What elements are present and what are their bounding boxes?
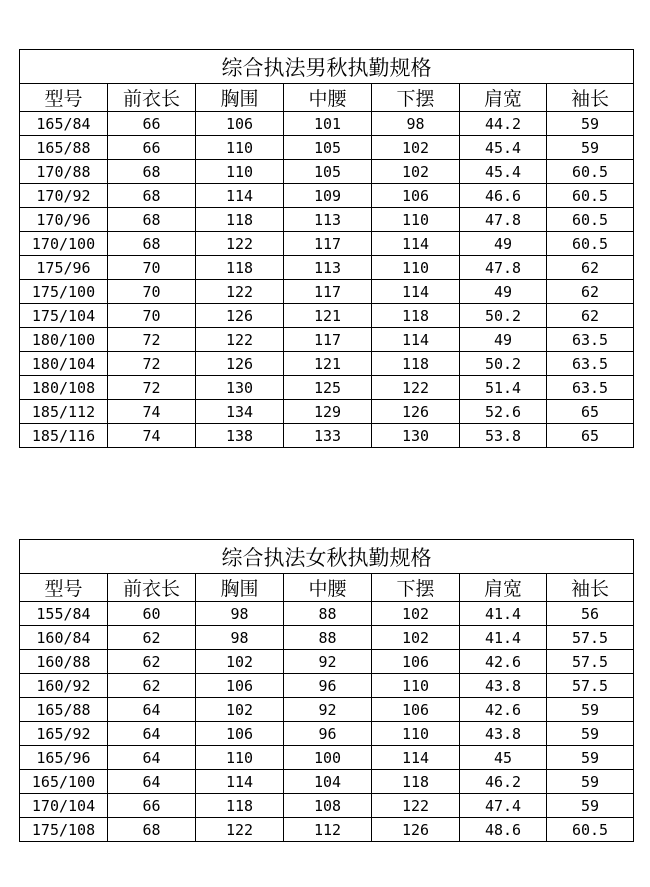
table-cell: 68 [108, 232, 196, 256]
table-cell: 112 [284, 818, 372, 842]
column-header: 中腰 [284, 84, 372, 112]
table-row [20, 160, 634, 184]
table-cell: 64 [108, 698, 196, 722]
table-cell: 118 [372, 352, 460, 376]
table-cell: 51.4 [460, 376, 547, 400]
table-cell: 41.4 [460, 602, 547, 626]
table-cell: 130 [196, 376, 284, 400]
table-cell: 117 [284, 280, 372, 304]
table-cell: 175/108 [20, 818, 108, 842]
table-cell: 110 [372, 208, 460, 232]
table-cell: 175/96 [20, 256, 108, 280]
table-cell: 170/88 [20, 160, 108, 184]
table-row [20, 650, 634, 674]
table-cell: 45.4 [460, 160, 547, 184]
table-cell: 118 [196, 208, 284, 232]
column-header: 肩宽 [460, 574, 547, 602]
table-cell: 114 [372, 746, 460, 770]
table-cell: 64 [108, 746, 196, 770]
table-cell: 180/100 [20, 328, 108, 352]
table-row [20, 304, 634, 328]
table-cell: 96 [284, 722, 372, 746]
women-size-table [19, 539, 634, 842]
table-cell: 60 [108, 602, 196, 626]
table-row [20, 818, 634, 842]
table-cell: 59 [547, 722, 634, 746]
table-cell: 165/84 [20, 112, 108, 136]
column-header: 中腰 [284, 574, 372, 602]
table-cell: 180/104 [20, 352, 108, 376]
table-cell: 180/108 [20, 376, 108, 400]
table-cell: 63.5 [547, 376, 634, 400]
table-cell: 130 [372, 424, 460, 448]
table-cell: 118 [196, 256, 284, 280]
table-cell: 62 [547, 280, 634, 304]
table-cell: 126 [372, 400, 460, 424]
table-row [20, 400, 634, 424]
table-cell: 113 [284, 256, 372, 280]
table-cell: 62 [547, 304, 634, 328]
table-cell: 122 [196, 818, 284, 842]
table-cell: 62 [547, 256, 634, 280]
table-cell: 138 [196, 424, 284, 448]
table-cell: 118 [372, 304, 460, 328]
table-cell: 64 [108, 722, 196, 746]
table-cell: 62 [108, 650, 196, 674]
table-cell: 125 [284, 376, 372, 400]
column-header: 胸围 [196, 574, 284, 602]
table-cell: 64 [108, 770, 196, 794]
table-title-row [20, 50, 634, 84]
table-body [20, 112, 634, 448]
column-header: 肩宽 [460, 84, 547, 112]
table-cell: 105 [284, 136, 372, 160]
table-cell: 62 [108, 626, 196, 650]
table-cell: 175/100 [20, 280, 108, 304]
table-cell: 98 [372, 112, 460, 136]
table-cell: 126 [196, 352, 284, 376]
table-cell: 118 [372, 770, 460, 794]
table-cell: 117 [284, 232, 372, 256]
table-cell: 121 [284, 352, 372, 376]
table-cell: 56 [547, 602, 634, 626]
table-cell: 122 [372, 794, 460, 818]
table-row [20, 424, 634, 448]
table-cell: 88 [284, 626, 372, 650]
table-cell: 70 [108, 280, 196, 304]
table-cell: 114 [372, 280, 460, 304]
table-cell: 48.6 [460, 818, 547, 842]
table-cell: 114 [372, 328, 460, 352]
table-cell: 72 [108, 352, 196, 376]
table-cell: 57.5 [547, 626, 634, 650]
table-cell: 65 [547, 424, 634, 448]
table-cell: 63.5 [547, 352, 634, 376]
table-cell: 160/84 [20, 626, 108, 650]
table-cell: 165/96 [20, 746, 108, 770]
table-cell: 122 [196, 328, 284, 352]
table-cell: 118 [196, 794, 284, 818]
table-cell: 102 [196, 698, 284, 722]
table-cell: 106 [196, 674, 284, 698]
table-row [20, 770, 634, 794]
table-cell: 59 [547, 136, 634, 160]
table-cell: 110 [196, 746, 284, 770]
table-cell: 106 [372, 184, 460, 208]
table-cell: 45 [460, 746, 547, 770]
table-row [20, 602, 634, 626]
column-header: 袖长 [547, 84, 634, 112]
table-cell: 59 [547, 770, 634, 794]
table-cell: 129 [284, 400, 372, 424]
table-cell: 126 [196, 304, 284, 328]
table-cell: 185/116 [20, 424, 108, 448]
table-cell: 60.5 [547, 184, 634, 208]
table-cell: 155/84 [20, 602, 108, 626]
table-cell: 57.5 [547, 650, 634, 674]
table-cell: 59 [547, 112, 634, 136]
table-row [20, 184, 634, 208]
table-cell: 70 [108, 304, 196, 328]
table-cell: 114 [196, 770, 284, 794]
table-cell: 126 [372, 818, 460, 842]
table-cell: 47.8 [460, 256, 547, 280]
table-cell: 170/96 [20, 208, 108, 232]
table-body [20, 602, 634, 842]
table-cell: 165/92 [20, 722, 108, 746]
table-cell: 59 [547, 794, 634, 818]
table-cell: 68 [108, 160, 196, 184]
table-title: 综合执法男秋执勤规格 [20, 50, 634, 84]
table-cell: 102 [372, 626, 460, 650]
table-cell: 165/88 [20, 136, 108, 160]
table-row [20, 352, 634, 376]
table-cell: 102 [372, 136, 460, 160]
table-cell: 57.5 [547, 674, 634, 698]
table-cell: 117 [284, 328, 372, 352]
table-cell: 113 [284, 208, 372, 232]
column-header: 下摆 [372, 84, 460, 112]
table-cell: 98 [196, 602, 284, 626]
table-row [20, 746, 634, 770]
column-header: 型号 [20, 574, 108, 602]
table-cell: 110 [196, 136, 284, 160]
table-cell: 121 [284, 304, 372, 328]
table-cell: 60.5 [547, 160, 634, 184]
table-cell: 66 [108, 112, 196, 136]
table-cell: 160/92 [20, 674, 108, 698]
table-cell: 106 [196, 722, 284, 746]
table-cell: 68 [108, 208, 196, 232]
table-cell: 45.4 [460, 136, 547, 160]
table-cell: 100 [284, 746, 372, 770]
table-title-row [20, 540, 634, 574]
table-cell: 68 [108, 184, 196, 208]
column-header: 前衣长 [108, 84, 196, 112]
table-row [20, 674, 634, 698]
table-cell: 59 [547, 698, 634, 722]
table-header-row [20, 84, 634, 112]
table-cell: 59 [547, 746, 634, 770]
table-cell: 74 [108, 424, 196, 448]
table-cell: 74 [108, 400, 196, 424]
table-cell: 96 [284, 674, 372, 698]
table-cell: 50.2 [460, 352, 547, 376]
table-cell: 106 [372, 650, 460, 674]
table-cell: 105 [284, 160, 372, 184]
column-header: 袖长 [547, 574, 634, 602]
table-cell: 108 [284, 794, 372, 818]
table-cell: 46.6 [460, 184, 547, 208]
table-cell: 122 [372, 376, 460, 400]
table-cell: 170/104 [20, 794, 108, 818]
men-size-table [19, 49, 634, 448]
table-cell: 102 [372, 602, 460, 626]
table-row [20, 232, 634, 256]
table-cell: 122 [196, 280, 284, 304]
table-cell: 92 [284, 650, 372, 674]
table-row [20, 280, 634, 304]
table-cell: 68 [108, 818, 196, 842]
table-cell: 175/104 [20, 304, 108, 328]
table-cell: 88 [284, 602, 372, 626]
table-cell: 60.5 [547, 232, 634, 256]
column-header: 下摆 [372, 574, 460, 602]
table-cell: 102 [372, 160, 460, 184]
table-cell: 122 [196, 232, 284, 256]
table-cell: 114 [372, 232, 460, 256]
table-cell: 133 [284, 424, 372, 448]
table-row [20, 136, 634, 160]
table-cell: 70 [108, 256, 196, 280]
table-cell: 49 [460, 280, 547, 304]
table-cell: 47.8 [460, 208, 547, 232]
table-row [20, 698, 634, 722]
table-cell: 43.8 [460, 674, 547, 698]
table-cell: 63.5 [547, 328, 634, 352]
table-row [20, 256, 634, 280]
table-cell: 49 [460, 328, 547, 352]
table-cell: 62 [108, 674, 196, 698]
table-cell: 47.4 [460, 794, 547, 818]
table-cell: 114 [196, 184, 284, 208]
table-cell: 60.5 [547, 208, 634, 232]
table-cell: 92 [284, 698, 372, 722]
table-cell: 41.4 [460, 626, 547, 650]
table-header-row [20, 574, 634, 602]
table-cell: 165/100 [20, 770, 108, 794]
table-cell: 170/100 [20, 232, 108, 256]
table-row [20, 112, 634, 136]
table-row [20, 794, 634, 818]
table-cell: 110 [372, 256, 460, 280]
table-cell: 52.6 [460, 400, 547, 424]
table-cell: 66 [108, 136, 196, 160]
table-cell: 185/112 [20, 400, 108, 424]
table-cell: 106 [372, 698, 460, 722]
table-cell: 106 [196, 112, 284, 136]
table-row [20, 328, 634, 352]
table-cell: 110 [372, 722, 460, 746]
table-cell: 72 [108, 376, 196, 400]
table-cell: 102 [196, 650, 284, 674]
table-cell: 104 [284, 770, 372, 794]
column-header: 型号 [20, 84, 108, 112]
table-cell: 43.8 [460, 722, 547, 746]
table-cell: 165/88 [20, 698, 108, 722]
table-cell: 50.2 [460, 304, 547, 328]
table-cell: 134 [196, 400, 284, 424]
table-cell: 72 [108, 328, 196, 352]
table-cell: 66 [108, 794, 196, 818]
table-row [20, 722, 634, 746]
column-header: 前衣长 [108, 574, 196, 602]
table-row [20, 208, 634, 232]
table-cell: 60.5 [547, 818, 634, 842]
table-cell: 44.2 [460, 112, 547, 136]
table-cell: 170/92 [20, 184, 108, 208]
table-cell: 46.2 [460, 770, 547, 794]
table-cell: 109 [284, 184, 372, 208]
table-cell: 101 [284, 112, 372, 136]
table-cell: 110 [196, 160, 284, 184]
table-cell: 42.6 [460, 698, 547, 722]
table-cell: 98 [196, 626, 284, 650]
table-row [20, 626, 634, 650]
table-cell: 53.8 [460, 424, 547, 448]
table-cell: 160/88 [20, 650, 108, 674]
table-cell: 42.6 [460, 650, 547, 674]
table-row [20, 376, 634, 400]
column-header: 胸围 [196, 84, 284, 112]
table-cell: 65 [547, 400, 634, 424]
table-title: 综合执法女秋执勤规格 [20, 540, 634, 574]
table-cell: 110 [372, 674, 460, 698]
table-cell: 49 [460, 232, 547, 256]
